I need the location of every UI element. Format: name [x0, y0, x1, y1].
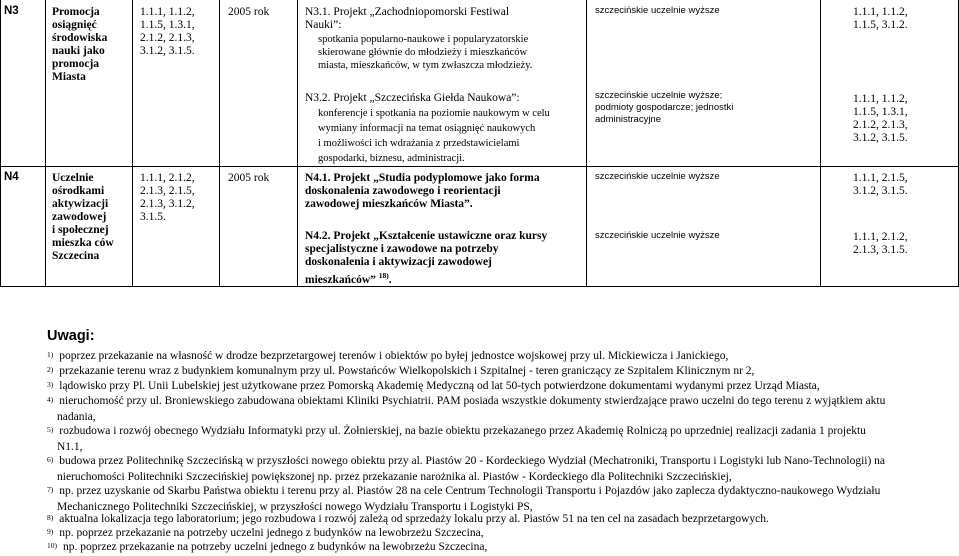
project-codes — [853, 93, 908, 145]
row-codes — [140, 6, 195, 58]
note-text: nieruchomość przy ul. Broniewskiego zabudowana obiektami Kliniki Psychiatrii. PAM posiada wszystkie dokumenty stwierdzające prawo uczelni do tego terenu z wyjątkiem aktu — [59, 395, 886, 407]
desc-line: skierowane głównie do młodzieży i mieszkańców — [318, 47, 528, 58]
row-goal — [52, 6, 130, 84]
code-line: 1.1.1, 1.1.2, — [853, 6, 908, 18]
row-number: N4 — [4, 171, 19, 183]
note-item — [47, 540, 952, 556]
row-codes — [140, 172, 195, 224]
code-line: 1.1.1, 2.1.2, — [140, 172, 195, 184]
actor-line: szczecińskie uczelnie wyższe — [595, 230, 720, 241]
column-divider — [297, 0, 298, 287]
code-line: 2.1.2, 2.1.3, — [140, 32, 195, 44]
note-text: budowa przez Politechnikę Szczecińską w przyszłości nowego obiektu przy al. Piastów 20 - Kordeckiego Wydział (Mechatroniki, Transportu i Logistyki lub Nano-Technologii) na — [59, 455, 886, 467]
goal-line: środowiska — [52, 32, 108, 44]
note-marker: 3) — [47, 380, 54, 389]
goal-line: mieszka ców — [52, 237, 114, 249]
note-marker: 2) — [47, 365, 54, 374]
project-title — [305, 172, 585, 211]
code-line: 2.1.2, 2.1.3, — [853, 119, 908, 131]
desc-line: konferencje i spotkania na poziomie naukowym w celu — [318, 108, 550, 119]
code-line: 2.1.3, 3.1.5. — [853, 244, 908, 256]
table-border — [0, 0, 1, 287]
row-divider — [0, 166, 959, 167]
code-line: 3.1.2, 3.1.5. — [140, 45, 195, 57]
note-item — [47, 379, 952, 395]
note-marker: 1) — [47, 350, 54, 359]
actor-line: administracyjne — [595, 114, 661, 125]
note-item — [47, 484, 952, 515]
title-line: N3.2. Projekt „Szczecińska Giełda Naukowa”: — [305, 92, 520, 104]
project-title — [305, 92, 585, 105]
code-line: 3.1.2, 3.1.5. — [853, 185, 908, 197]
note-marker: 8) — [47, 513, 54, 522]
code-line: 1.1.1, 1.1.2, — [140, 6, 195, 18]
code-line: 1.1.1, 2.1.2, — [853, 231, 908, 243]
title-line — [305, 269, 585, 287]
title-line: N3.1. Projekt „Zachodniopomorski Festiwal — [305, 6, 510, 18]
note-text: nadania, — [57, 410, 96, 423]
project-description — [305, 33, 585, 72]
actor-line: podmioty gospodarcze; jednostki — [595, 102, 734, 113]
actor-line: szczecińskie uczelnie wyższe — [595, 171, 720, 182]
project-actors — [595, 171, 720, 183]
column-divider — [219, 0, 220, 287]
project-actors — [595, 230, 720, 242]
goal-line: i społecznej — [52, 224, 109, 236]
note-text: poprzez przekazanie na własność w drodze bezprzetargowej terenów i obiektów po byłej jednostce wojskowej przy ul. Mickiewicza i Janickiego, — [59, 350, 729, 362]
title-text: . — [388, 273, 392, 286]
row-goal — [52, 172, 130, 263]
title-line: N4.2. Projekt „Kształcenie ustawiczne oraz kursy — [305, 230, 548, 242]
title-text: mieszkańców” — [305, 273, 376, 286]
code-line: 1.1.5, 3.1.2. — [853, 19, 908, 31]
project-title — [305, 6, 585, 32]
project-description — [305, 106, 585, 166]
code-line: 3.1.2, 3.1.5. — [853, 132, 908, 144]
code-line: 1.1.1, 2.1.5, — [853, 172, 908, 184]
note-text: aktualna lokalizacja tego laboratorium; jego rozbudowa i rozwój zależą od sprzedaży lokalu przy al. Piastów 51 na ten cel na zasadach bezprzetargowych. — [59, 513, 769, 525]
column-divider — [132, 0, 133, 287]
title-line: zawodowej mieszkańców Miasta”. — [305, 198, 473, 210]
note-text: lądowisko przy Pl. Unii Lubelskiej jest użytkowane przez Pomorską Akademię Medyczną od lat 50-tych potwierdzone dokumentami wydanymi przez Urząd Miasta, — [59, 380, 820, 392]
note-text: Mechanicznego Politechniki Szczecińskiej, w przyszłości nowego Wydziału Transportu i Logistyki PS, — [57, 500, 533, 513]
note-text: N1.1, — [57, 440, 83, 453]
note-marker: 7) — [47, 485, 54, 494]
note-marker: 9) — [47, 527, 54, 536]
note-text: np. poprzez przekazanie na potrzeby uczelni jednego z budynków na lewobrzeżu Szczecina, — [63, 541, 488, 553]
project-block — [305, 92, 585, 166]
code-line: 2.1.3, 3.1.2, — [140, 198, 195, 210]
desc-line: wymiany informacji na temat osiągnięć naukowych — [318, 123, 536, 134]
desc-line: i możliwości ich wdrażania z przedstawicielami — [318, 138, 520, 149]
note-text: np. przez uzyskanie od Skarbu Państwa obiektu i terenu przy al. Piastów 28 na cele Centrum Technologii Transportu i Pojazdów jako zaplecza dydaktyczno-naukowego Wydziału — [59, 485, 881, 497]
desc-line: gospodarki, biznesu, administracji. — [318, 153, 465, 164]
goal-line: Promocja — [52, 6, 100, 18]
project-actors — [595, 90, 733, 126]
note-text: przekazanie terenu wraz z budynkiem komunalnym przy ul. Powstańców Wielkopolskich i Szpitalnej - teren graniczący ze Szpitalem Klinicznym nr 2, — [59, 365, 755, 377]
note-item — [47, 424, 952, 455]
project-actors — [595, 5, 720, 17]
column-divider — [586, 0, 587, 287]
note-marker: 6) — [47, 455, 54, 464]
project-codes — [853, 172, 908, 198]
goal-line: Uczelnie — [52, 172, 94, 184]
note-text: rozbudowa i rozwój obecnego Wydziału Informatyki przy ul. Żołnierskiej, na bazie obiektu przekazanego przez Akademię Rolniczą po uprzedniej realizacji zadania 1 projektu — [59, 425, 866, 437]
goal-line: promocja — [52, 58, 100, 70]
code-line: 3.1.5. — [140, 211, 166, 223]
code-line: 2.1.3, 2.1.5, — [140, 185, 195, 197]
note-marker: 4) — [47, 395, 54, 404]
note-marker: 10) — [47, 541, 57, 550]
row-year: 2005 rok — [228, 172, 270, 184]
note-marker: 5) — [47, 425, 54, 434]
note-item — [47, 394, 952, 425]
column-divider — [45, 0, 46, 287]
code-line: 1.1.5, 1.3.1, — [140, 19, 195, 31]
goal-line: Miasta — [52, 71, 86, 83]
project-title — [305, 230, 585, 287]
code-line: 1.1.5, 1.3.1, — [853, 106, 908, 118]
code-line: 1.1.1, 1.1.2, — [853, 93, 908, 105]
title-line: N4.1. Projekt „Studia podyplomowe jako forma — [305, 172, 540, 184]
goal-line: osiągnięć — [52, 19, 97, 31]
desc-line: spotkania popularno-naukowe i popularyzatorskie — [318, 34, 529, 45]
desc-line: miasta, mieszkańców, w tym zwłaszcza młodzieży. — [318, 60, 533, 71]
note-text: np. poprzez przekazanie na potrzeby uczelni jednego z budynków na lewobrzeżu Szczecina, — [59, 527, 484, 539]
actor-line: szczecińskie uczelnie wyższe — [595, 5, 720, 16]
note-item — [47, 364, 952, 380]
actor-line: szczecińskie uczelnie wyższe; — [595, 90, 723, 101]
footnote-ref: 18) — [378, 271, 389, 280]
title-line: specjalistyczne i zawodowe na potrzeby — [305, 243, 499, 255]
goal-line: ośrodkami — [52, 185, 105, 197]
row-number: N3 — [4, 5, 19, 17]
title-line: doskonalenia i aktywizacji zawodowej — [305, 256, 492, 268]
goal-line: nauki jako — [52, 45, 105, 57]
column-divider — [820, 0, 821, 287]
project-block — [305, 6, 585, 72]
notes-title: Uwagi: — [47, 328, 95, 344]
row-year: 2005 rok — [228, 6, 270, 18]
note-item — [47, 454, 952, 485]
title-line: doskonalenia zawodowego i reorientacji — [305, 185, 501, 197]
goal-line: aktywizacji — [52, 198, 109, 210]
goal-line: zawodowej — [52, 211, 107, 223]
note-item — [47, 349, 952, 365]
note-text: nieruchomości Politechniki Szczecińskiej powiększonej np. przez przekazanie narożnika al. Piastów - Kordeckiego dla Politechniki Szczecińskiej, — [57, 470, 732, 483]
title-line: Nauki”: — [305, 19, 342, 31]
project-codes — [853, 231, 908, 257]
project-codes — [853, 6, 908, 32]
goal-line: Szczecina — [52, 250, 100, 262]
